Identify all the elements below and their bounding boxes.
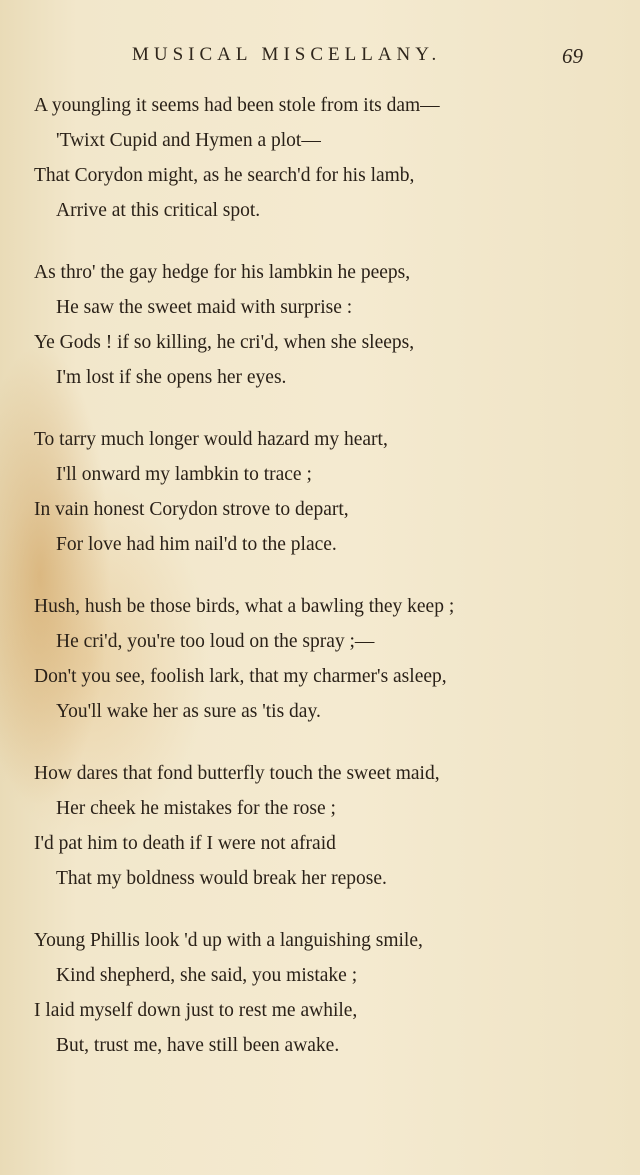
page-header [0,44,640,78]
poem [0,88,640,1090]
poem-line: I'm lost if she opens her eyes. [56,367,287,388]
poem-line: He cri'd, you're too loud on the spray ;— [56,631,375,652]
stanza-1 [0,88,640,228]
poem-line: Her cheek he mistakes for the rose ; [56,798,336,819]
poem-line: Young Phillis look 'd up with a languishing smile, [34,930,423,951]
poem-line: Don't you see, foolish lark, that my charmer's asleep, [34,666,447,687]
poem-line: To tarry much longer would hazard my heart, [34,429,388,450]
poem-line: But, trust me, have still been awake. [56,1035,340,1056]
poem-line: For love had him nail'd to the place. [56,534,337,555]
poem-line: In vain honest Corydon strove to depart, [34,499,349,520]
page-number: 69 [562,44,583,68]
poem-line: A youngling it seems had been stole from its dam— [34,95,440,116]
poem-line: Arrive at this critical spot. [56,200,261,221]
poem-line: That my boldness would break her repose. [56,868,387,889]
poem-line: I'd pat him to death if I were not afraid [34,833,336,854]
stanza-5 [0,756,640,896]
poem-line: Kind shepherd, she said, you mistake ; [56,965,358,986]
poem-line: I laid myself down just to rest me awhile, [34,1000,358,1021]
poem-line: That Corydon might, as he search'd for his lamb, [34,165,415,186]
poem-line: I'll onward my lambkin to trace ; [56,464,312,485]
running-head: MUSICAL MISCELLANY. [132,44,442,65]
poem-line: 'Twixt Cupid and Hymen a plot— [56,130,321,151]
poem-line: Ye Gods ! if so killing, he cri'd, when she sleeps, [34,332,415,353]
poem-line: Hush, hush be those birds, what a bawling they keep ; [34,596,455,617]
poem-line: As thro' the gay hedge for his lambkin he peeps, [34,262,411,283]
stanza-3 [0,422,640,562]
stanza-4 [0,589,640,729]
poem-line: How dares that fond butterfly touch the sweet maid, [34,763,440,784]
stanza-2 [0,255,640,395]
poem-line: He saw the sweet maid with surprise : [56,297,353,318]
stanza-6 [0,923,640,1063]
poem-line: You'll wake her as sure as 'tis day. [56,701,321,722]
